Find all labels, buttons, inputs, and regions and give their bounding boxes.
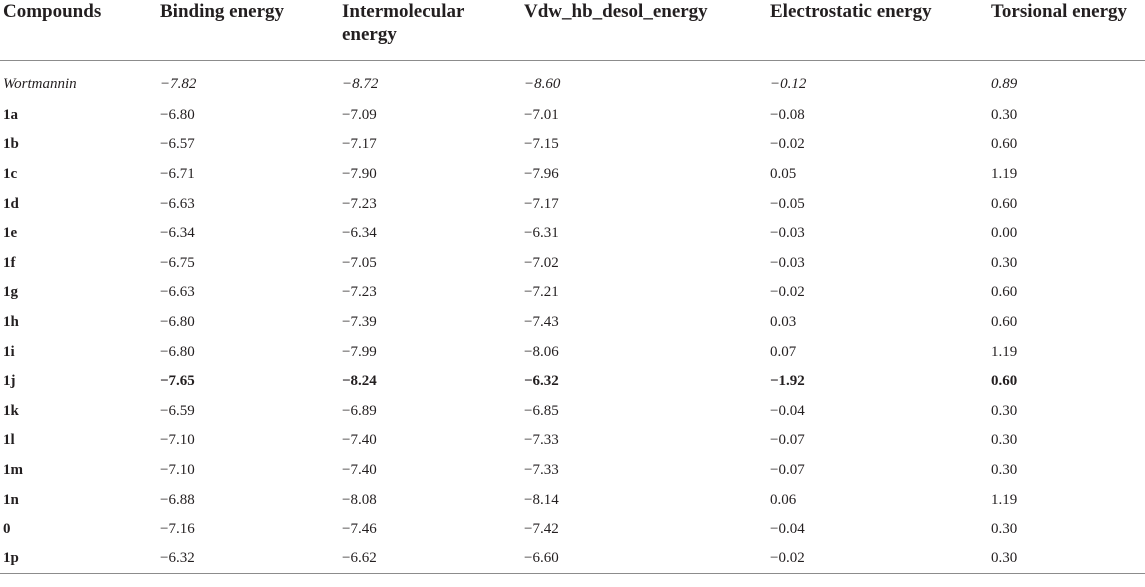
- table-row: [0, 396, 1145, 426]
- vdw-hb-desol-energy-cell: −7.21: [524, 284, 559, 301]
- vdw-hb-desol-energy-cell: −6.60: [521, 544, 767, 574]
- table-row: [0, 278, 1145, 308]
- torsional-energy-cell: 1.19: [991, 343, 1018, 360]
- vdw-hb-desol-energy-cell: −7.42: [524, 521, 559, 538]
- binding-energy-cell: −6.80: [160, 106, 195, 123]
- vdw-hb-desol-energy-cell: −8.06: [524, 343, 559, 360]
- binding-energy-cell: −6.34: [160, 225, 195, 242]
- intermolecular-energy-cell: −7.40: [342, 461, 377, 478]
- intermolecular-energy-cell: −7.99: [342, 343, 377, 360]
- compound-cell: 1j: [3, 373, 16, 390]
- torsional-energy-cell: 1.19: [991, 491, 1018, 508]
- binding-energy-cell: −6.71: [160, 165, 195, 182]
- vdw-hb-desol-energy-cell: −7.96: [524, 165, 559, 182]
- electrostatic-energy-cell: −0.02: [770, 136, 805, 153]
- table-row: [0, 514, 1145, 544]
- vdw-hb-desol-energy-cell: −8.60: [524, 76, 561, 93]
- electrostatic-energy-cell: −1.92: [770, 373, 805, 390]
- intermolecular-energy-cell: −6.62: [339, 544, 521, 574]
- table-row: [0, 189, 1145, 219]
- compound-cell: 1c: [3, 165, 18, 182]
- table-row: [0, 337, 1145, 367]
- table-row: [0, 218, 1145, 248]
- column-header-binding-energy: Binding energy: [157, 0, 339, 60]
- vdw-hb-desol-energy-cell: −7.02: [524, 254, 559, 271]
- torsional-energy-cell: 0.30: [988, 544, 1145, 574]
- table-row: [0, 130, 1145, 160]
- binding-energy-cell: −6.75: [160, 254, 195, 271]
- torsional-energy-cell: 0.60: [991, 195, 1018, 212]
- intermolecular-energy-cell: −7.09: [342, 106, 377, 123]
- intermolecular-energy-cell: −7.46: [342, 521, 377, 538]
- table-row: [0, 485, 1145, 515]
- torsional-energy-cell: 0.60: [991, 313, 1018, 330]
- electrostatic-energy-cell: −0.04: [770, 402, 805, 419]
- vdw-hb-desol-energy-cell: −7.17: [524, 195, 559, 212]
- electrostatic-energy-cell: −0.02: [770, 284, 805, 301]
- electrostatic-energy-cell: −0.05: [770, 195, 805, 212]
- compound-cell: 0: [3, 521, 11, 538]
- header-row: [0, 0, 1145, 60]
- intermolecular-energy-cell: −7.17: [342, 136, 377, 153]
- electrostatic-energy-cell: −0.02: [767, 544, 988, 574]
- vdw-hb-desol-energy-cell: −6.85: [524, 402, 559, 419]
- binding-energy-cell: −7.82: [160, 76, 197, 93]
- intermolecular-energy-cell: −7.90: [342, 165, 377, 182]
- intermolecular-energy-cell: −7.39: [342, 313, 377, 330]
- compound-cell: 1i: [3, 343, 15, 360]
- compound-cell: 1n: [3, 491, 19, 508]
- column-header-compounds: Compounds: [0, 0, 157, 60]
- electrostatic-energy-cell: −0.07: [770, 461, 805, 478]
- intermolecular-energy-cell: −7.23: [342, 195, 377, 212]
- torsional-energy-cell: 0.30: [991, 402, 1018, 419]
- electrostatic-energy-cell: 0.03: [770, 313, 797, 330]
- torsional-energy-cell: 0.60: [991, 373, 1018, 390]
- compound-cell: 1k: [3, 402, 19, 419]
- vdw-hb-desol-energy-cell: −6.31: [524, 225, 559, 242]
- table-row: [0, 100, 1145, 130]
- vdw-hb-desol-energy-cell: −8.14: [524, 491, 559, 508]
- torsional-energy-cell: 0.30: [991, 521, 1018, 538]
- column-header-electrostatic-energy: Electrostatic energy: [767, 0, 988, 60]
- column-header-torsional-energy: Torsional energy: [988, 0, 1145, 60]
- intermolecular-energy-cell: −8.24: [342, 373, 377, 390]
- binding-energy-cell: −7.16: [160, 521, 195, 538]
- torsional-energy-cell: 1.19: [991, 165, 1018, 182]
- torsional-energy-cell: 0.60: [991, 136, 1018, 153]
- electrostatic-energy-cell: −0.12: [770, 76, 807, 93]
- vdw-hb-desol-energy-cell: −7.43: [524, 313, 559, 330]
- compound-cell: 1d: [3, 195, 19, 212]
- torsional-energy-cell: 0.30: [991, 432, 1018, 449]
- table-row: [0, 60, 1145, 100]
- torsional-energy-cell: 0.89: [991, 76, 1018, 93]
- electrostatic-energy-cell: 0.06: [770, 491, 797, 508]
- torsional-energy-cell: 0.30: [991, 106, 1018, 123]
- vdw-hb-desol-energy-cell: −7.15: [524, 136, 559, 153]
- compound-cell: 1f: [3, 254, 16, 271]
- electrostatic-energy-cell: 0.07: [770, 343, 797, 360]
- compound-cell: 1l: [3, 432, 15, 449]
- binding-energy-cell: −6.63: [160, 195, 195, 212]
- vdw-hb-desol-energy-cell: −6.32: [524, 373, 559, 390]
- torsional-energy-cell: 0.30: [991, 461, 1018, 478]
- electrostatic-energy-cell: −0.04: [770, 521, 805, 538]
- table-row: [0, 544, 1145, 574]
- electrostatic-energy-cell: −0.03: [770, 254, 805, 271]
- compound-cell: Wortmannin: [3, 76, 77, 93]
- intermolecular-energy-cell: −8.72: [342, 76, 379, 93]
- intermolecular-energy-cell: −6.89: [342, 402, 377, 419]
- vdw-hb-desol-energy-cell: −7.01: [524, 106, 559, 123]
- table-row: [0, 159, 1145, 189]
- electrostatic-energy-cell: −0.03: [770, 225, 805, 242]
- compound-cell: 1g: [3, 284, 18, 301]
- compound-cell: 1a: [3, 106, 18, 123]
- compound-cell: 1b: [3, 136, 19, 153]
- intermolecular-energy-cell: −7.23: [342, 284, 377, 301]
- compound-cell: 1e: [3, 225, 18, 242]
- compound-cell: 1m: [3, 461, 23, 478]
- column-header-vdw-hb-desol-energy: Vdw_hb_desol_energy: [521, 0, 767, 60]
- binding-energy-cell: −7.10: [160, 432, 195, 449]
- binding-energy-cell: −7.65: [160, 373, 195, 390]
- torsional-energy-cell: 0.60: [991, 284, 1018, 301]
- binding-energy-cell: −7.10: [160, 461, 195, 478]
- compound-cell: 1p: [0, 544, 157, 574]
- electrostatic-energy-cell: −0.08: [770, 106, 805, 123]
- table-row: [0, 248, 1145, 278]
- binding-energy-cell: −6.32: [157, 544, 339, 574]
- torsional-energy-cell: 0.30: [991, 254, 1018, 271]
- intermolecular-energy-cell: −6.34: [342, 225, 377, 242]
- binding-energy-cell: −6.80: [160, 313, 195, 330]
- binding-energy-cell: −6.59: [160, 402, 195, 419]
- vdw-hb-desol-energy-cell: −7.33: [524, 432, 559, 449]
- table-row: [0, 455, 1145, 485]
- binding-energy-cell: −6.57: [160, 136, 195, 153]
- compound-cell: 1h: [3, 313, 19, 330]
- electrostatic-energy-cell: −0.07: [770, 432, 805, 449]
- table-row: [0, 366, 1145, 396]
- table-row: [0, 426, 1145, 456]
- table-header: [0, 0, 1145, 60]
- binding-energy-cell: −6.80: [160, 343, 195, 360]
- binding-energy-cell: −6.88: [160, 491, 195, 508]
- vdw-hb-desol-energy-cell: −7.33: [524, 461, 559, 478]
- column-header-intermolecular-energy: Intermolecular energy: [339, 0, 521, 60]
- torsional-energy-cell: 0.00: [991, 225, 1018, 242]
- table-body: [0, 60, 1145, 574]
- intermolecular-energy-cell: −7.05: [342, 254, 377, 271]
- electrostatic-energy-cell: 0.05: [770, 165, 797, 182]
- table-row: [0, 307, 1145, 337]
- intermolecular-energy-cell: −8.08: [342, 491, 377, 508]
- binding-energy-cell: −6.63: [160, 284, 195, 301]
- intermolecular-energy-cell: −7.40: [342, 432, 377, 449]
